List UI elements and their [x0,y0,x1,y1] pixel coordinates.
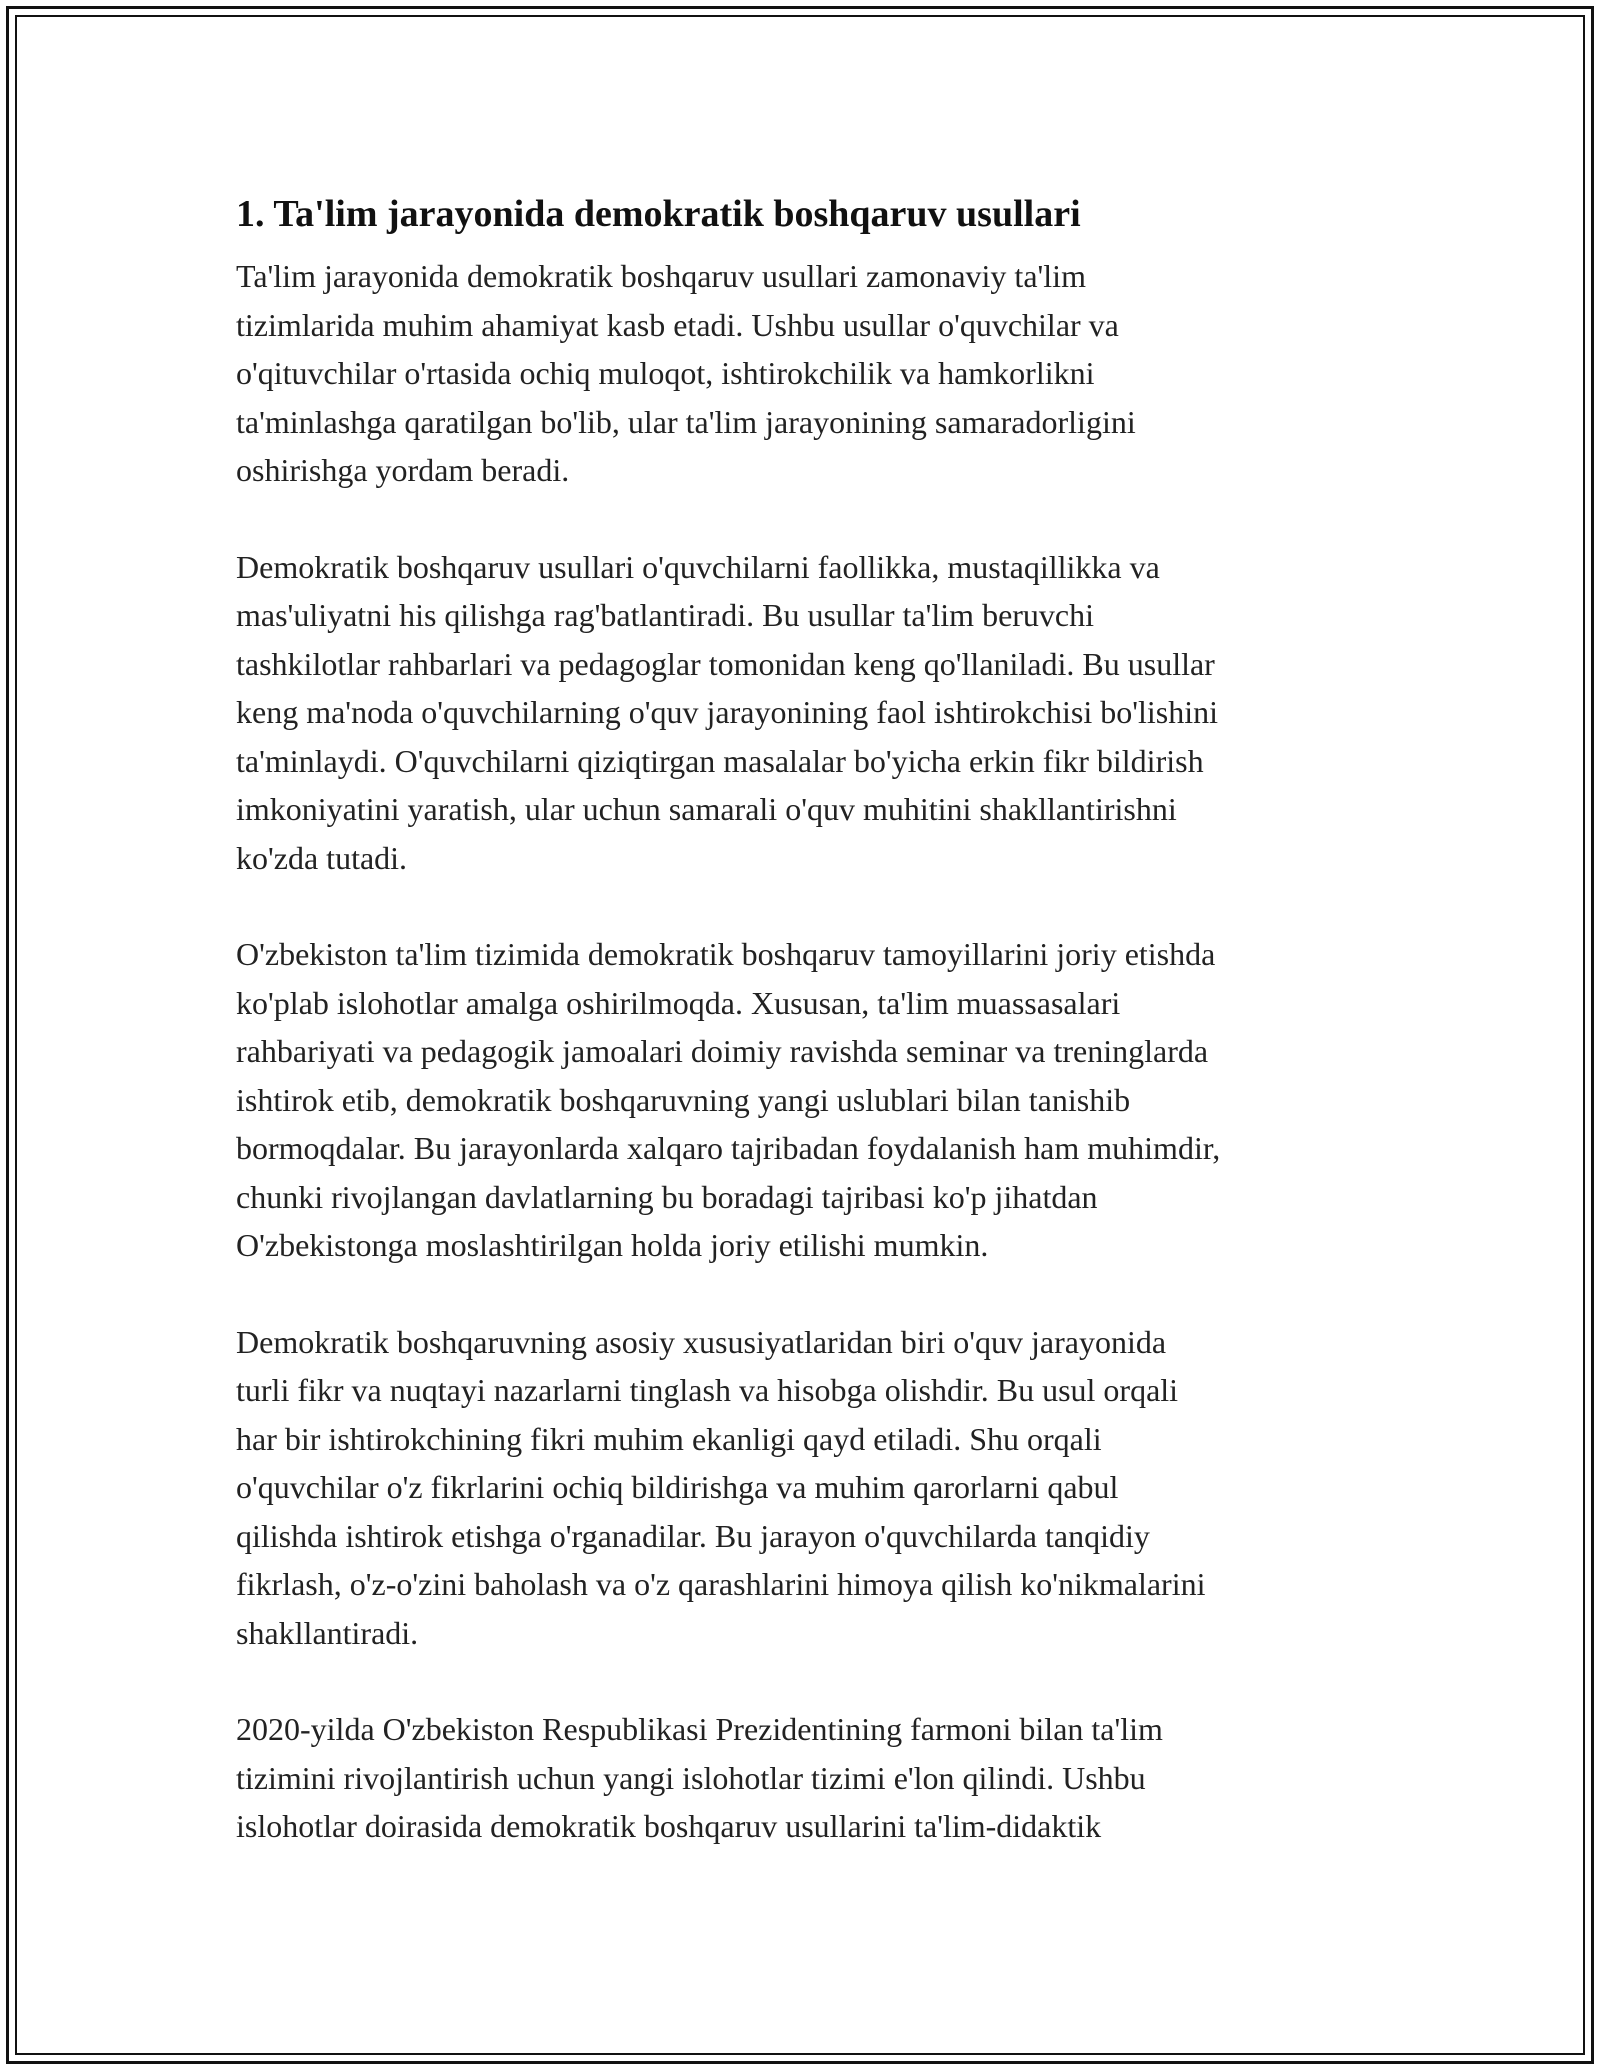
paragraph-line: islohotlar doirasida demokratik boshqaruv usullarini ta'lim-didaktik [236,1808,1102,1844]
paragraph-list [236,252,1376,1851]
paragraph-line: o'qituvchilar o'rtasida ochiq muloqot, ishtirokchilik va hamkorlikni [236,355,1095,391]
paragraph-line: chunki rivojlangan davlatlarning bu boradagi tajribasi ko'p jihatdan [236,1178,1098,1215]
paragraph-line: O'zbekistonga moslashtirilgan holda joriy etilishi mumkin. [236,1227,989,1263]
section-heading: 1. Ta'lim jarayonida demokratik boshqaruv usullari [236,193,1081,235]
paragraph-line: ishtirok etib, demokratik boshqaruvning yangi uslublari bilan tanishib [236,1081,1131,1118]
paragraph-line: Demokratik boshqaruv usullari o'quvchilarni faollikka, mustaqillikka va [236,548,1160,585]
paragraph-line: tashkilotlar rahbarlari va pedagoglar tomonidan keng qo'llaniladi. Bu usullar [236,645,1215,682]
paragraph-line: turli fikr va nuqtayi nazarlarni tinglash va hisobga olishdir. Bu usul orqali [236,1372,1179,1408]
paragraph-line: mas'uliyatni his qilishga rag'batlantiradi. Bu usullar ta'lim beruvchi [236,597,1095,633]
paragraph-line: Ta'lim jarayonida demokratik boshqaruv usullari zamonaviy ta'lim [236,258,1086,294]
paragraph-line: bormoqdalar. Bu jarayonlarda xalqaro tajribadan foydalanish ham muhimdir, [236,1130,1221,1166]
paragraph-line: har bir ishtirokchining fikri muhim ekanligi qayd etiladi. Shu orqali [236,1420,1102,1457]
paragraph-line: ko'zda tutadi. [236,839,408,876]
paragraph-line: o'quvchilar o'z fikrlarini ochiq bildirishga va muhim qarorlarni qabul [236,1469,1119,1505]
body-paragraph [236,1705,1376,1851]
paragraph-line: imkoniyatini yaratish, ular uchun samarali o'quv muhitini shakllantirishni [236,791,1177,827]
paragraph-line: ko'plab islohotlar amalga oshirilmoqda. Xususan, ta'lim muassasalari [236,984,1121,1021]
paragraph-line: fikrlash, o'z-o'zini baholash va o'z qarashlarini himoya qilish ko'nikmalarini [236,1566,1206,1602]
paragraph-line: Demokratik boshqaruvning asosiy xususiyatlaridan biri o'quv jarayonida [236,1323,1167,1360]
paragraph-line: rahbariyati va pedagogik jamoalari doimiy ravishda seminar va treninglarda [236,1033,1209,1069]
body-paragraph [236,1318,1376,1658]
paragraph-line: tizimlarida muhim ahamiyat kasb etadi. Ushbu usullar o'quvchilar va [236,306,1119,343]
paragraph-line: O'zbekiston ta'lim tizimida demokratik boshqaruv tamoyillarini joriy etishda [236,936,1216,972]
paragraph-line: tizimini rivojlantirish uchun yangi islohotlar tizimi e'lon qilindi. Ushbu [236,1759,1146,1796]
body-paragraph [236,252,1376,495]
body-paragraph [236,543,1376,883]
paragraph-line: 2020-yilda O'zbekiston Respublikasi Prezidentining farmoni bilan ta'lim [236,1711,1163,1747]
page-content [236,190,1376,1899]
paragraph-line: qilishda ishtirok etishga o'rganadilar. Bu jarayon o'quvchilarda tanqidiy [236,1517,1150,1554]
paragraph-line: ta'minlashga qaratilgan bo'lib, ular ta'lim jarayonining samaradorligini [236,403,1136,440]
paragraph-line: oshirishga yordam beradi. [236,452,570,488]
body-paragraph [236,930,1376,1270]
paragraph-line: keng ma'noda o'quvchilarning o'quv jarayonining faol ishtirokchisi bo'lishini [236,694,1219,730]
paragraph-line: ta'minlaydi. O'quvchilarni qiziqtirgan masalalar bo'yicha erkin fikr bildirish [236,742,1204,779]
paragraph-line: shakllantiradi. [236,1614,419,1651]
